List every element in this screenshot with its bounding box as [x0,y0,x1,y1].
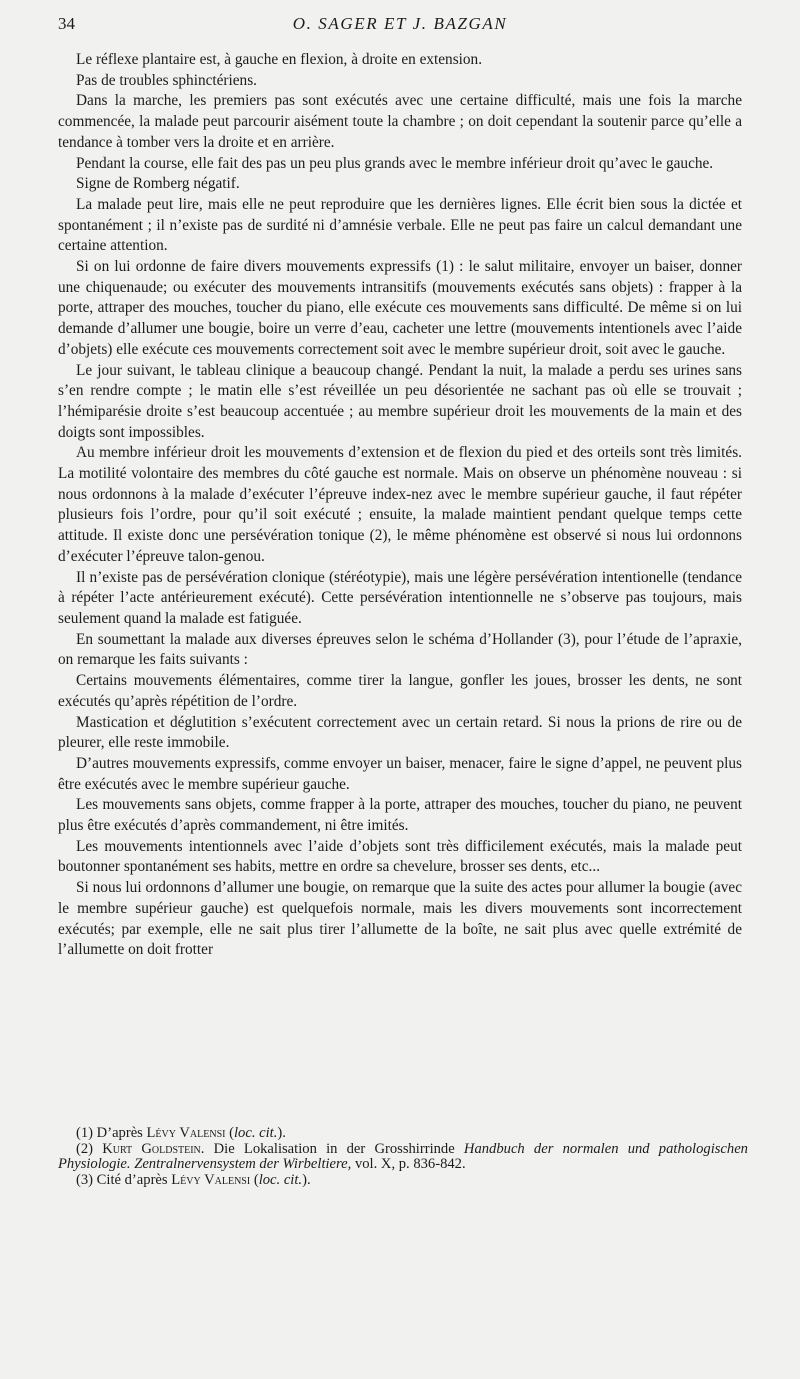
footnote-text: ). [277,1125,286,1141]
footnote-text: (3) Cité d’après [76,1171,172,1188]
paragraph: En soumettant la malade aux diverses épreuves selon le schéma d’Hollander (3), pour l’étude de l’apraxie, on remarque les faits suivants : [58,630,742,669]
footnote-text: ). [302,1171,311,1188]
paragraph: Si nous lui ordonnons d’allumer une bougie, on remarque que la suite des actes pour allumer la bougie (avec le membre supérieur gauche) est quelquefois normale, mais les divers mouvements sont incorrectement exécutés; par exemple, elle ne sait plus tirer l’allumette de la boîte, ne sait plus avec quelle extrémité de l’allumette on doit frotter [58,879,742,959]
footnote-ref: loc. cit. [258,1171,303,1188]
footnote-ref: loc. cit. [233,1125,278,1141]
paragraph: D’autres mouvements expressifs, comme envoyer un baiser, menacer, faire le signe d’appel, ne peuvent plus être exécutés avec le membre supérieur gauche. [58,754,742,793]
paragraph: Pas de troubles sphinctériens. [76,71,257,89]
paragraph: La malade peut lire, mais elle ne peut reproduire que les dernières lignes. Elle écrit bien sous la dictée et spontanément ; il n’existe pas de surdité ni d’amnésie verbale. Elle ne peut pas faire un calcul demandant une certaine attention. [58,195,742,255]
footnote-text: vol. X, p. 836-842. [351,1156,466,1172]
footnote-work-title: Handbuch der normalen und pathologischen Physiologie. Zentralnervensystem der Wirbeltiere, [58,1140,748,1172]
footnote-author: Kurt Goldstein. [102,1140,205,1157]
paragraph: Pendant la course, elle fait des pas un peu plus grands avec le membre inférieur droit qu’avec le gauche. [76,154,714,172]
paragraph: Les mouvements sans objets, comme frapper à la porte, attraper des mouches, toucher du piano, ne peuvent plus être exécutés d’après commandement, ni être imités. [58,796,742,835]
footnote-text: (1) D’après [76,1125,147,1141]
footnotes [58,1126,748,1188]
paragraph: Certains mouvements élémentaires, comme tirer la langue, gonfler les joues, brosser les dents, ne sont exécutés qu’après répétition de l’ordre. [58,672,742,710]
footnote-author: Lévy Valensi [171,1171,251,1188]
paragraph: Dans la marche, les premiers pas sont exécutés avec une certaine difficulté, mais une fois la marche commencée, la malade peut parcourir aisément toute la chambre ; on doit cependant la soutenir parce qu’elle a tendance à tomber vers la droite et en arrière. [58,92,742,151]
page-header [58,14,742,36]
paragraph: Signe de Romberg négatif. [76,175,240,193]
footnote-text: ( [225,1125,234,1141]
footnote-text: ( [250,1171,259,1188]
footnote-3 [58,1173,748,1189]
footnote-text: (2) [76,1140,103,1157]
paragraph: Au membre inférieur droit les mouvements d’extension et de flexion du pied et des orteils sont très limités. La motilité volontaire des membres du côté gauche est normale. Mais on observe un phénomène nouveau : si nous ordonnons à la malade d’exécuter l’épreuve index-nez avec le membre supérieur gauche, il faut répéter plusieurs fois l’ordre, pour qu’il soit exécuté ; ensuite, la malade maintient pendant quelque temps cette attitude. Il existe donc une persévération tonique (2), le même phénomène est observé si nous lui ordonnons d’exécuter l’épreuve talon-genou. [58,444,742,565]
running-head: O. SAGER ET J. BAZGAN [292,14,508,33]
body-text [58,50,742,961]
paragraph: Les mouvements intentionnels avec l’aide d’objets sont très difficilement exécutés, mais la malade peut boutonner spontanément ses habits, mettre en ordre sa chevelure, brosser ses dents, etc... [58,837,742,876]
paragraph: Mastication et déglutition s’exécutent correctement avec un certain retard. Si nous la prions de rire ou de pleurer, elle reste immobile. [58,713,742,752]
paragraph: Le jour suivant, le tableau clinique a beaucoup changé. Pendant la nuit, la malade a perdu ses urines sans s’en rendre compte ; le matin elle s’est réveillée un peu désorientée ne sachant pas où elle se trouvait ; l’hémiparésie droite s’est beaucoup accentuée ; au membre supérieur droit les mouvements de la main et des doigts sont impossibles. [58,361,742,441]
paragraph: Il n’existe pas de persévération clonique (stéréotypie), mais une légère persévération intentionelle (tendance à répéter l’acte antérieurement exécuté). Cette persévération intentionnelle ne s’observe pas toujours, mais seulement quand la malade est fatiguée. [58,568,742,627]
paragraph: Le réflexe plantaire est, à gauche en flexion, à droite en extension. [76,51,483,68]
footnote-2 [58,1142,748,1173]
paragraph: Si on lui ordonne de faire divers mouvements expressifs (1) : le salut militaire, envoyer un baiser, donner une chiquenaude; ou exécuter des mouvements intransitifs (mouvements exécutés sans objets) : frapper à la porte, attraper des mouches, toucher du piano, elle exécute ces mouvements sans difficulté. De même si on lui demande d’allumer une bougie, boire un verre d’eau, cacheter une lettre (mouvements intentionels avec l’aide d’objets) elle exécute ces mouvements correctement soit avec le membre supérieur droit, soit avec le gauche. [58,258,742,358]
page-number: 34 [58,14,75,33]
footnote-1 [58,1126,748,1142]
footnote-author: Lévy Valensi [146,1125,226,1141]
footnote-text: Die Lokalisation in der Grosshirrinde [204,1140,464,1157]
